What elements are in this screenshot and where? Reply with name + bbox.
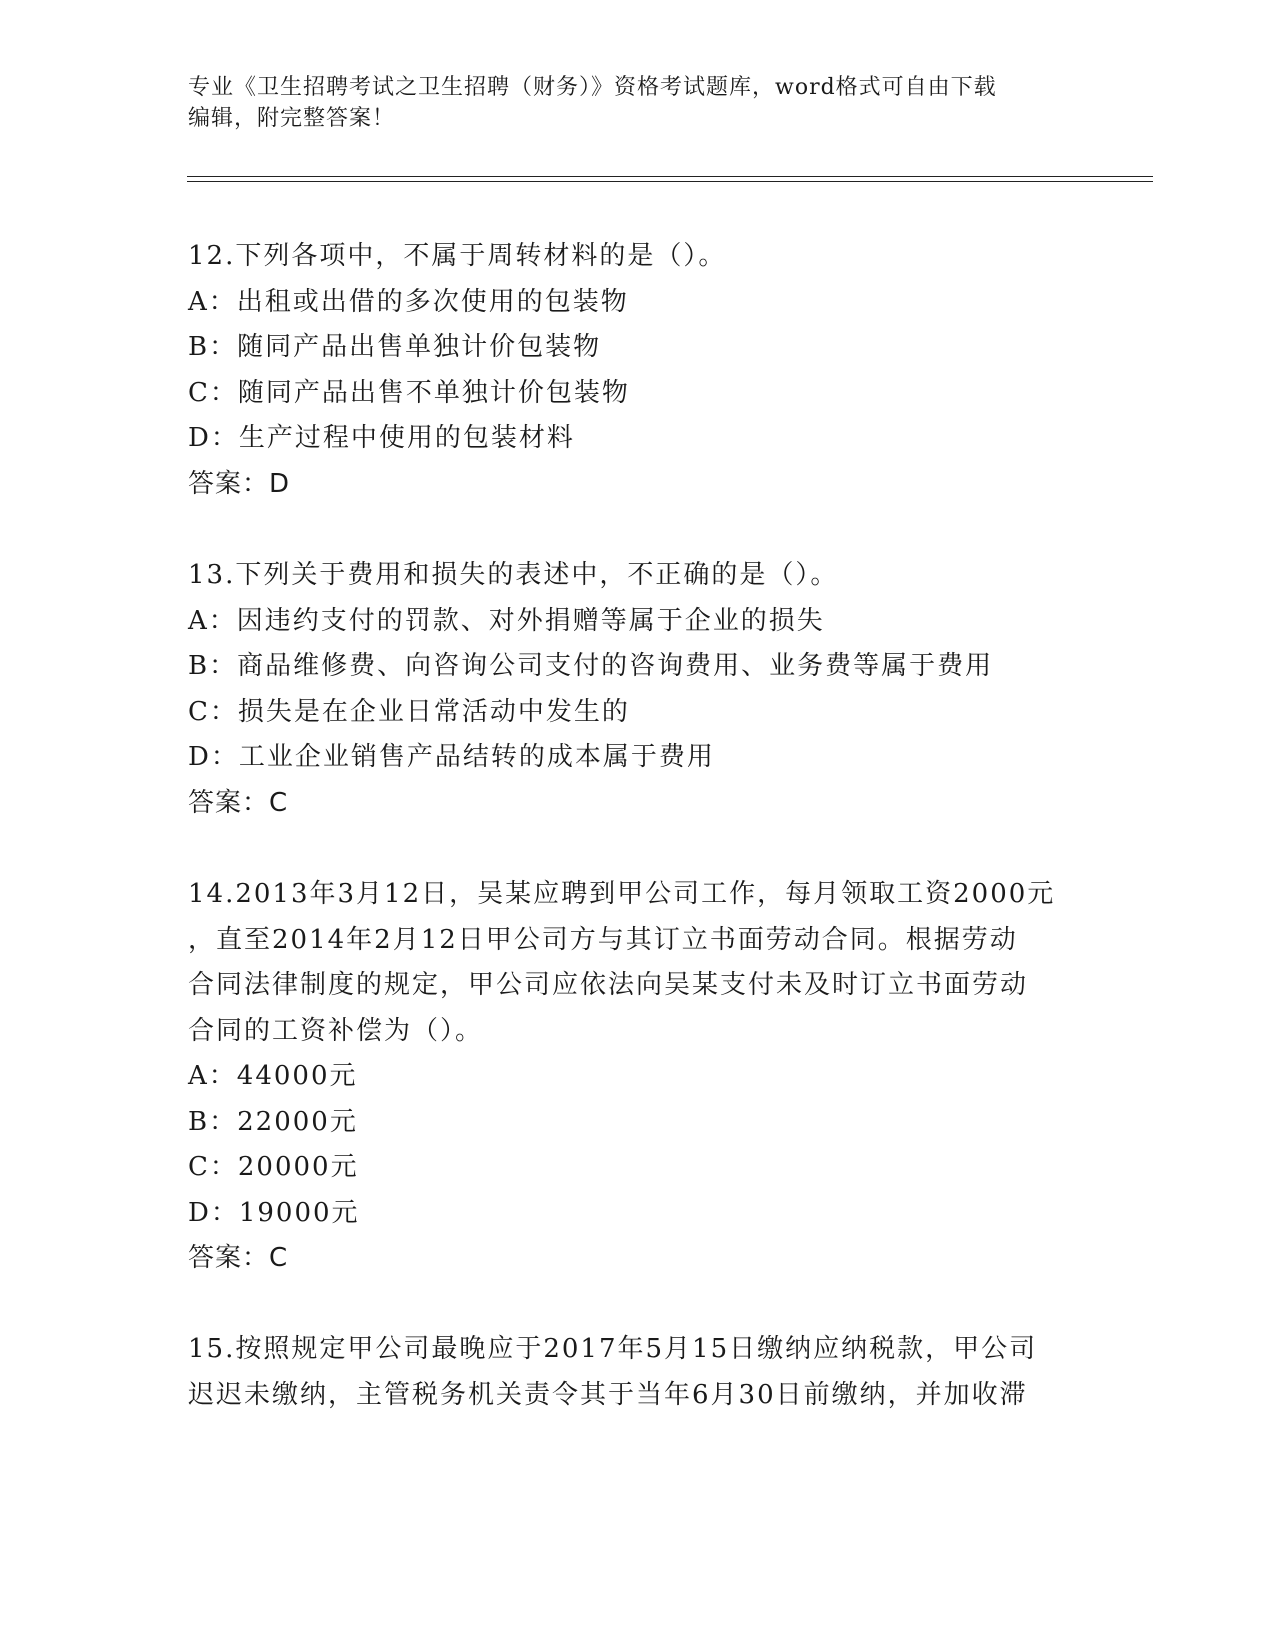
header-divider-bottom: [187, 181, 1153, 182]
question-14: [188, 872, 1088, 1282]
option-d: D：19000元: [188, 1197, 360, 1228]
option-a: A：因违约支付的罚款、对外捐赠等属于企业的损失: [188, 605, 825, 636]
option-d: D：工业企业销售产品结转的成本属于费用: [188, 742, 715, 772]
answer: 答案：D: [188, 468, 291, 499]
option-d: D：生产过程中使用的包装材料: [188, 423, 575, 453]
option-b: B：随同产品出售单独计价包装物: [188, 332, 602, 362]
question-stem-line: 迟迟未缴纳，主管税务机关责令其于当年6月30日前缴纳，并加收滞: [188, 1379, 1028, 1410]
option-c: C：20000元: [188, 1152, 359, 1182]
question-stem: 12.下列各项中，不属于周转材料的是（）。: [188, 241, 727, 271]
question-stem-line: 合同的工资补偿为（）。: [188, 1015, 484, 1046]
question-stem-line: 14.2013年3月12日，吴某应聘到甲公司工作，每月领取工资2000元: [188, 879, 1056, 909]
option-c: C：随同产品出售不单独计价包装物: [188, 377, 630, 408]
question-15: [188, 1327, 1088, 1418]
header-line-1: 专业《卫生招聘考试之卫生招聘（财务）》资格考试题库，word格式可自由下载: [188, 75, 997, 100]
answer: 答案：C: [188, 1243, 289, 1273]
answer: 答案：C: [188, 787, 289, 818]
header-divider-top: [187, 176, 1153, 177]
option-b: B：商品维修费、向咨询公司支付的咨询费用、业务费等属于费用: [188, 651, 994, 681]
option-c: C：损失是在企业日常活动中发生的: [188, 696, 630, 727]
question-stem: 13.下列关于费用和损失的表述中，不正确的是（）。: [188, 560, 839, 590]
question-12: [188, 234, 1088, 507]
question-stem-line: 合同法律制度的规定，甲公司应依法向吴某支付未及时订立书面劳动: [188, 970, 1029, 1000]
option-a: A：44000元: [188, 1061, 358, 1091]
question-stem-line: 15.按照规定甲公司最晚应于2017年5月15日缴纳应纳税款，甲公司: [188, 1334, 1038, 1364]
question-13: [188, 553, 1088, 826]
header-line-2: 编辑，附完整答案！: [188, 106, 396, 131]
document-header: [188, 72, 1068, 134]
option-a: A：出租或出借的多次使用的包装物: [188, 286, 629, 317]
option-b: B：22000元: [188, 1106, 358, 1137]
question-stem-line: ，直至2014年2月12日甲公司方与其订立书面劳动合同。根据劳动: [188, 924, 1018, 955]
